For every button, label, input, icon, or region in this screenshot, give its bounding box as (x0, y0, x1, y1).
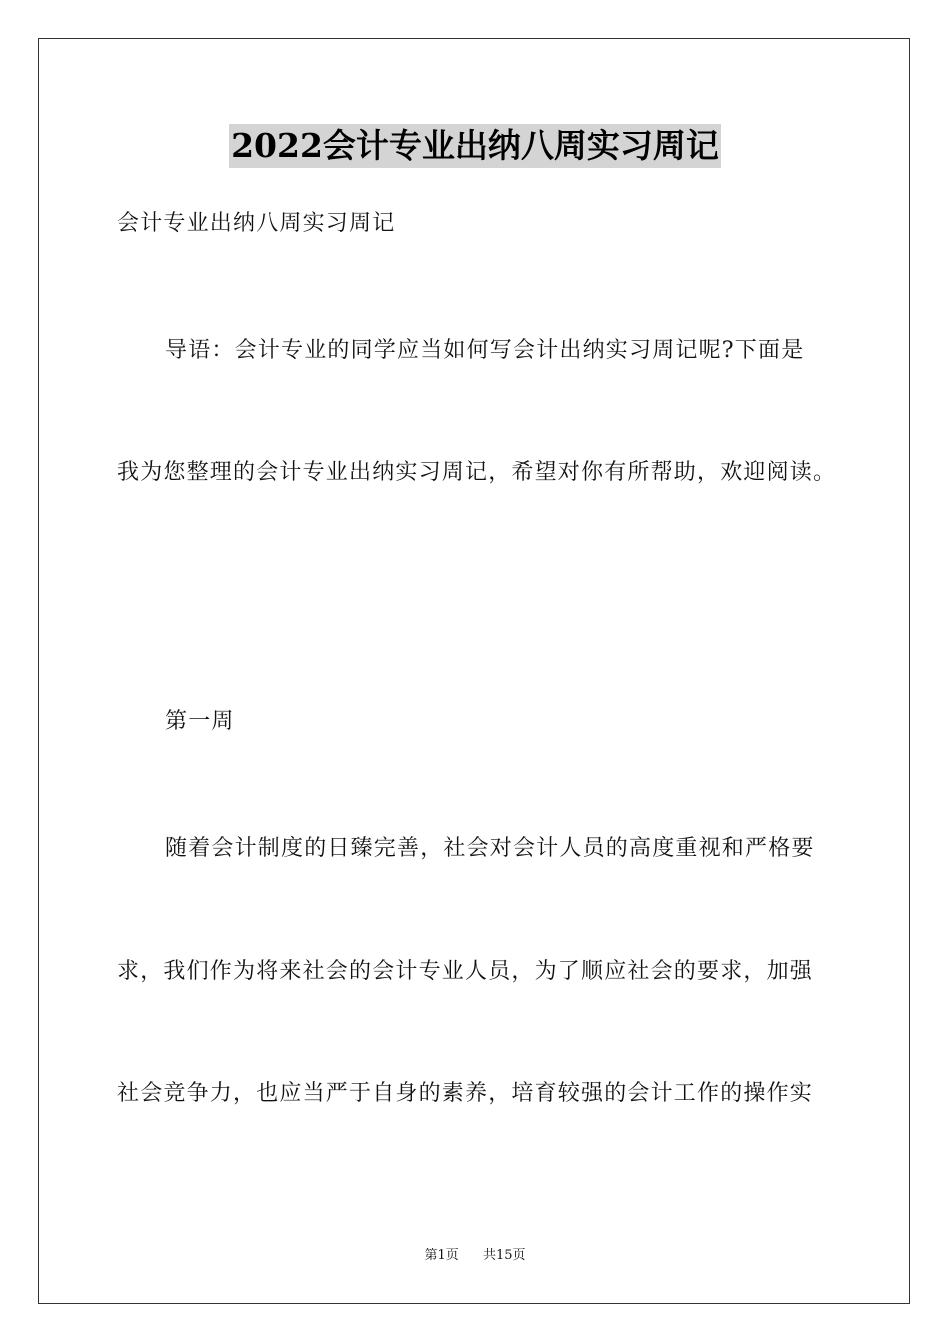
paragraph-line-3: 社会竞争力，也应当严于自身的素养，培育较强的会计工作的操作实 (117, 1081, 814, 1106)
paragraph-line-2: 求，我们作为将来社会的会计专业人员，为了顺应社会的要求，加强 (117, 959, 814, 984)
document-subtitle: 会计专业出纳八周实习周记 (117, 211, 396, 236)
intro-line-1: 导语：会计专业的同学应当如何写会计出纳实习周记呢?下面是 (165, 338, 805, 363)
page-total: 共15页 (483, 1248, 526, 1263)
page-number: 第1页 (424, 1248, 459, 1263)
title-container (0, 124, 950, 168)
page-title: 2022会计专业出纳八周实习周记 (229, 124, 721, 168)
intro-line-2: 我为您整理的会计专业出纳实习周记，希望对你有所帮助，欢迎阅读。 (117, 460, 837, 485)
page-footer (0, 1247, 950, 1265)
paragraph-line-1: 随着会计制度的日臻完善，社会对会计人员的高度重视和严格要 (165, 836, 815, 861)
week-heading: 第一周 (165, 709, 235, 734)
